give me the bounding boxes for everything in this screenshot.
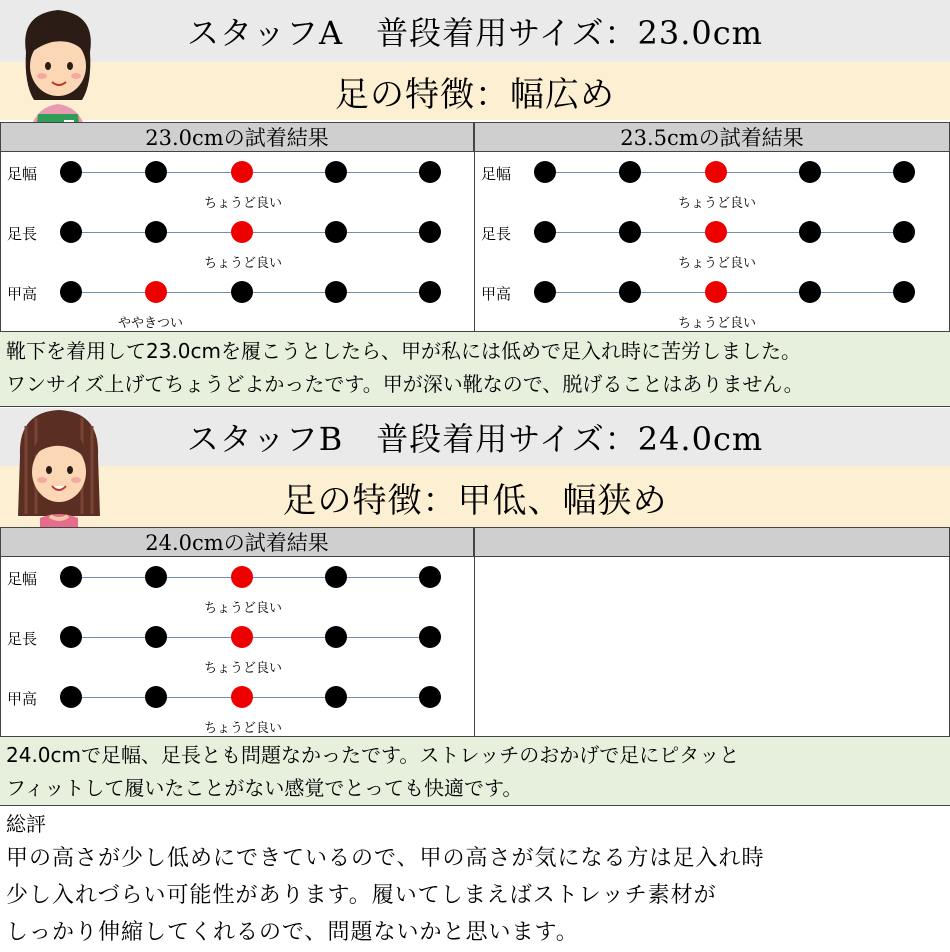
rating-label: ちょうど良い [204, 601, 283, 616]
staff-a-result-2-header: 23.5cmの試着結果 [474, 122, 950, 152]
rating-label: ややきつい [118, 316, 184, 331]
selected-scale-dot [231, 161, 253, 183]
scale-dot [419, 161, 441, 183]
staff-b-title: スタッフB 普段着用サイズ：24.0cm [0, 408, 950, 466]
scale-dot [231, 281, 253, 303]
scale-dot [799, 281, 821, 303]
scale-dot [534, 221, 556, 243]
selected-scale-dot [231, 221, 253, 243]
summary-line-1: 甲の高さが少し低めにできているので、甲の高さが気になる方は足入れ時 [6, 846, 765, 871]
row-label: 甲高 [7, 285, 38, 303]
scale-dot [325, 161, 347, 183]
scale-dot [619, 161, 641, 183]
staff-b-comment [0, 736, 950, 806]
scale-dot [145, 221, 167, 243]
scale-dot [419, 626, 441, 648]
scale-dot [534, 281, 556, 303]
scale-dot [325, 281, 347, 303]
scale-dot [419, 566, 441, 588]
row-label: 足幅 [7, 165, 38, 183]
scale-dot [619, 221, 641, 243]
scale-dot [325, 221, 347, 243]
scale-dot [534, 161, 556, 183]
summary-section [0, 806, 950, 952]
scale-dot [60, 566, 82, 588]
summary-body [6, 840, 765, 951]
scale-dot [325, 626, 347, 648]
row-label: 足幅 [481, 165, 512, 183]
row-label: 甲高 [481, 285, 512, 303]
staff-b-empty-panel [474, 556, 950, 737]
staff-b-feature: 足の特徴：甲低、幅狭め [0, 466, 950, 528]
scale-dot [893, 221, 915, 243]
rating-label: ちょうど良い [204, 721, 283, 736]
scale-dot [893, 281, 915, 303]
scale-dot [893, 161, 915, 183]
selected-scale-dot [705, 161, 727, 183]
staff-b-comment-line-2: フィットして履いたことがない感覚でとっても快適です。 [6, 776, 523, 800]
staff-b-comment-line-1: 24.0cmで足幅、足長とも問題なかったです。ストレッチのおかげで足にピタッと [6, 743, 740, 767]
staff-a-result-2-panel [474, 151, 950, 332]
row-label: 足幅 [7, 570, 38, 588]
selected-scale-dot [231, 566, 253, 588]
staff-a-result-1-header: 23.0cmの試着結果 [0, 122, 474, 152]
scale-dot [799, 221, 821, 243]
scale-dot [60, 281, 82, 303]
rating-label: ちょうど良い [678, 256, 757, 271]
staff-b-result-1-panel [0, 556, 475, 737]
row-label: 甲高 [7, 690, 38, 708]
staff-b-empty-header [474, 527, 950, 557]
staff-a-title: スタッフA 普段着用サイズ：23.0cm [0, 0, 950, 62]
rating-label: ちょうど良い [678, 316, 757, 331]
scale-dot [60, 161, 82, 183]
rating-label: ちょうど良い [204, 256, 283, 271]
scale-dot [619, 281, 641, 303]
scale-dot [60, 221, 82, 243]
staff-a-result-1-panel [0, 151, 475, 332]
row-label: 足長 [481, 225, 512, 243]
summary-line-2: 少し入れづらい可能性があります。履いてしまえばストレッチ素材が [6, 883, 717, 908]
rating-label: ちょうど良い [204, 661, 283, 676]
scale-dot [145, 686, 167, 708]
rating-label: ちょうど良い [204, 196, 283, 211]
staff-a-comment-line-2: ワンサイズ上げてちょうどよかったです。甲が深い靴なので、脱げることはありません。 [6, 372, 804, 396]
summary-heading: 総評 [6, 812, 46, 836]
staff-a-feature: 足の特徴：幅広め [0, 62, 950, 120]
selected-scale-dot [705, 281, 727, 303]
scale-dot [145, 566, 167, 588]
scale-dot [60, 686, 82, 708]
staff-b-result-1-header: 24.0cmの試着結果 [0, 527, 474, 557]
selected-scale-dot [705, 221, 727, 243]
selected-scale-dot [231, 686, 253, 708]
row-label: 足長 [7, 630, 38, 648]
scale-dot [145, 161, 167, 183]
scale-dot [325, 566, 347, 588]
selected-scale-dot [231, 626, 253, 648]
staff-a-comment-line-1: 靴下を着用して23.0cmを履こうとしたら、甲が私には低めで足入れ時に苦労しました。 [6, 339, 802, 363]
scale-dot [60, 626, 82, 648]
scale-dot [145, 626, 167, 648]
scale-dot [419, 686, 441, 708]
scale-dot [325, 686, 347, 708]
scale-dot [799, 161, 821, 183]
summary-line-3: しっかり伸縮してくれるので、問題ないかと思います。 [6, 920, 579, 945]
scale-dot [419, 281, 441, 303]
selected-scale-dot [145, 281, 167, 303]
staff-a-comment [0, 331, 950, 407]
rating-label: ちょうど良い [678, 196, 757, 211]
scale-dot [419, 221, 441, 243]
row-label: 足長 [7, 225, 38, 243]
